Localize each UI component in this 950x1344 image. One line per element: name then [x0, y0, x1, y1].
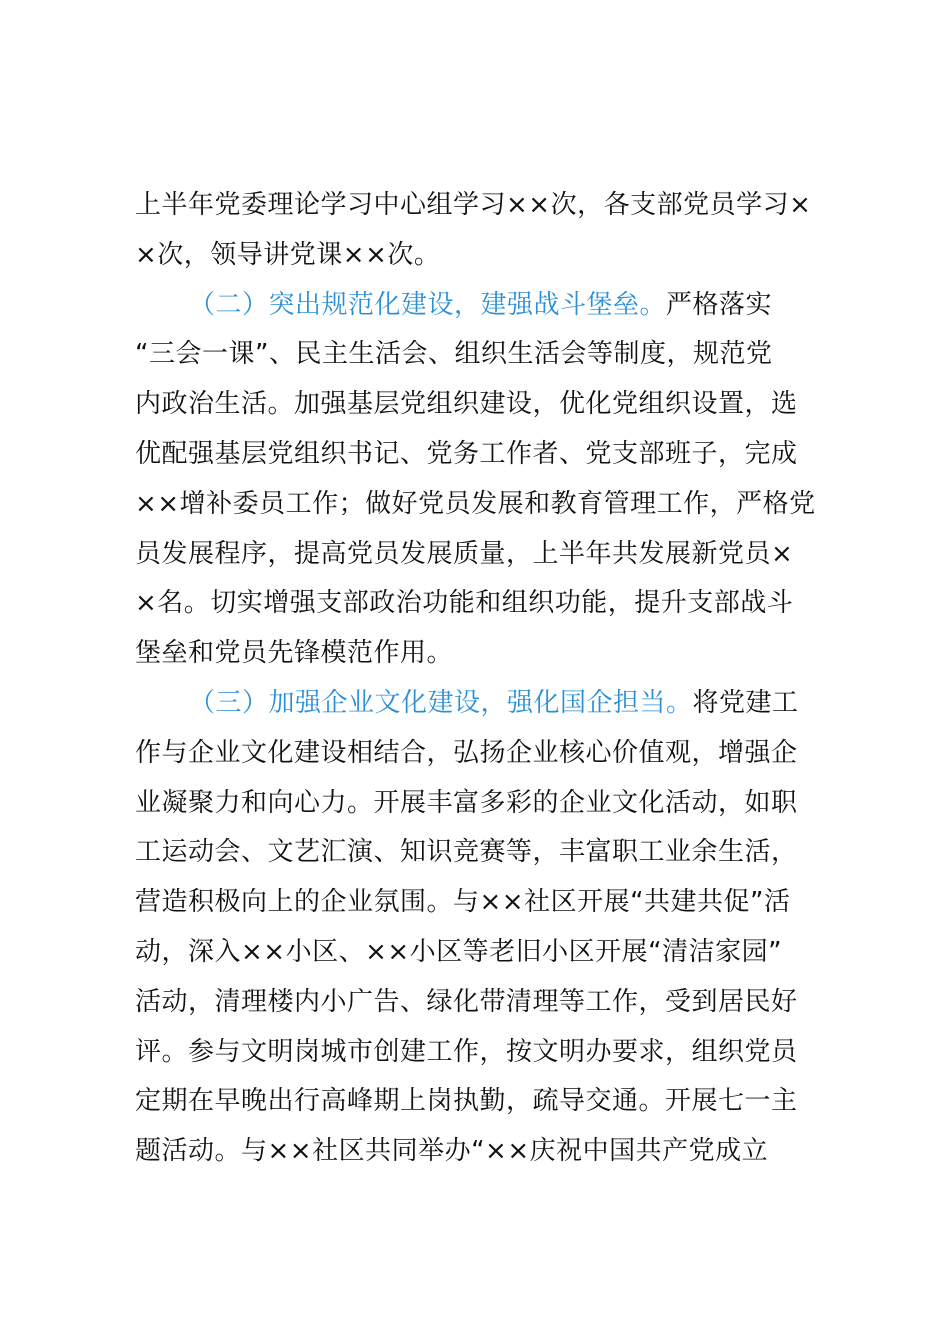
text-line: 作与企业文化建设相结合，弘扬企业核心价值观，增强企: [135, 737, 798, 768]
section-lead-text: 将党建工: [692, 687, 799, 718]
text-line: ×名。切实增强支部政治功能和组织功能，提升支部战斗: [135, 588, 794, 619]
text-line: 员发展程序，提高党员发展质量，上半年共发展新党员×: [135, 538, 794, 569]
text-line: 业凝聚力和向心力。开展丰富多彩的企业文化活动，如职: [135, 787, 798, 818]
section-heading: （二）突出规范化建设，建强战斗堡垒。: [189, 289, 667, 320]
text-line: 工运动会、文艺汇演、知识竞赛等，丰富职工业余生活，: [135, 837, 798, 868]
text-line: 活动，清理楼内小广告、绿化带清理等工作，受到居民好: [135, 986, 798, 1017]
section-lead-text: 严格落实: [666, 289, 773, 320]
text-line: 题活动。与××社区共同举办“××庆祝中国共产党成立: [135, 1136, 769, 1167]
text-line: 动，深入××小区、××小区等老旧小区开展“清洁家园”: [135, 936, 783, 967]
text-line: 上半年党委理论学习中心组学习××次，各支部党员学习×: [135, 190, 812, 220]
text-line: ×次，领导讲党课××次。: [135, 239, 441, 270]
section-heading-line: [135, 281, 850, 331]
section-heading-line: [135, 679, 850, 729]
text-line: “三会一课”、民主生活会、组织生活会等制度，规范党: [135, 339, 773, 370]
text-line: ××增补委员工作；做好党员发展和教育管理工作，严格党: [135, 488, 816, 519]
text-line: 定期在早晚出行高峰期上岗执勤，疏导交通。开展七一主: [135, 1086, 798, 1117]
section-heading: （三）加强企业文化建设，强化国企担当。: [189, 687, 693, 718]
text-line: 评。参与文明岗城市创建工作，按文明办要求，组织党员: [135, 1036, 798, 1067]
text-line: 营造积极向上的企业氛围。与××社区开展“共建共促”活: [135, 887, 791, 918]
text-line: 优配强基层党组织书记、党务工作者、党支部班子，完成: [135, 438, 798, 469]
body-text: [135, 181, 850, 1177]
text-line: 堡垒和党员先锋模范作用。: [135, 638, 454, 669]
text-line: 内政治生活。加强基层党组织建设，优化党组织设置，选: [135, 389, 798, 420]
